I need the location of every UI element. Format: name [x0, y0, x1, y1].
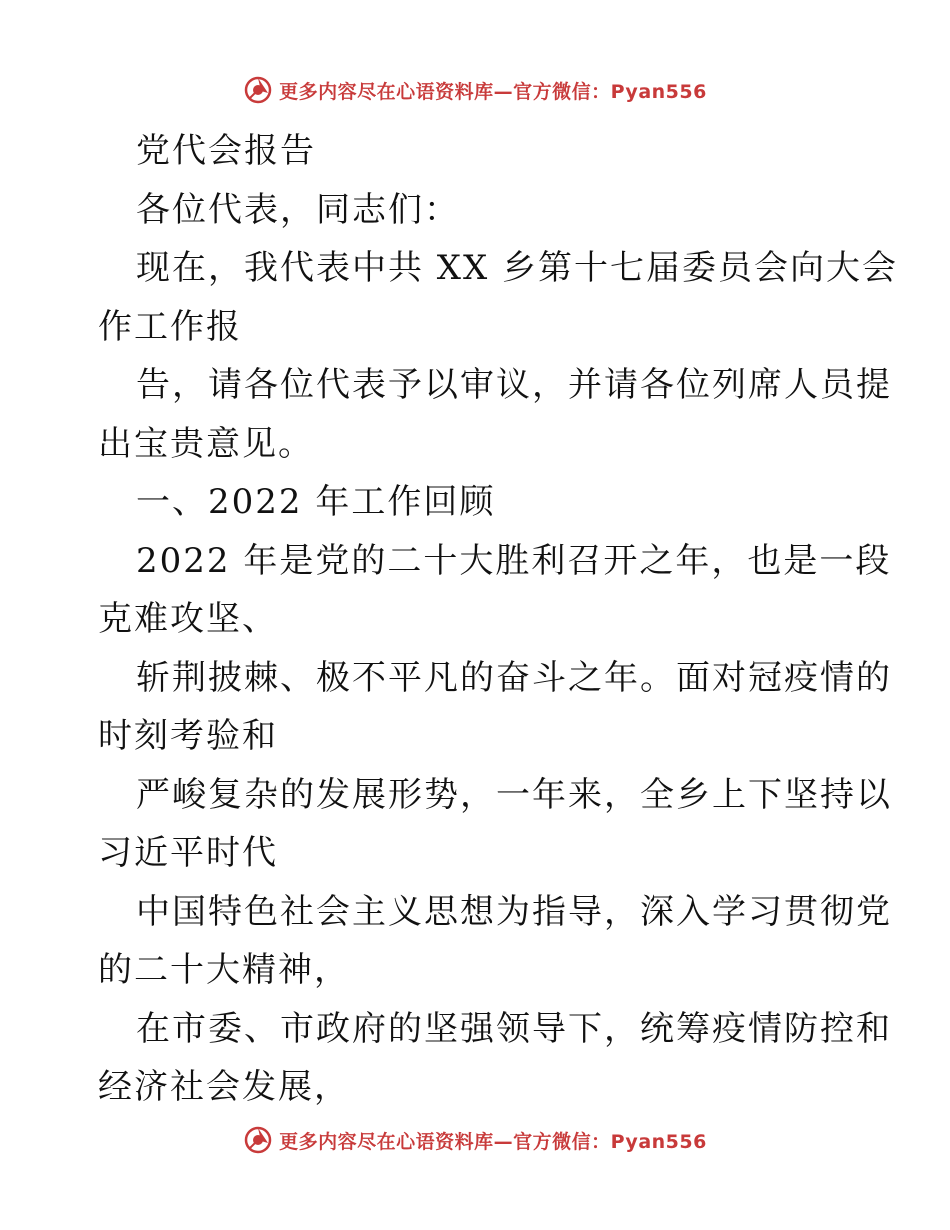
- brand-logo-icon: [243, 75, 273, 105]
- document-body: [98, 122, 899, 1117]
- text-line: 现在，我代表中共 XX 乡第十七届委员会向大会: [136, 248, 899, 288]
- text-line: 告，请各位代表予以审议，并请各位列席人员提: [136, 365, 892, 405]
- text-line: 作工作报: [98, 306, 242, 347]
- text-line: 党代会报告: [136, 131, 316, 171]
- text-line: 经济社会发展，: [98, 1067, 350, 1107]
- text-line: 中国特色社会主义思想为指导，深入学习贯彻党: [136, 891, 892, 932]
- brand-logo-icon: [243, 1125, 273, 1155]
- text-line: 一、2022 年工作回顾: [136, 482, 496, 522]
- footer-watermark: [0, 1120, 950, 1160]
- text-line: 在市委、市政府的坚强领导下，统筹疫情防控和: [136, 1008, 892, 1049]
- header-watermark: [0, 70, 950, 110]
- text-line: 出宝贵意见。: [98, 423, 314, 464]
- watermark-text: 更多内容尽在心语资料库—官方微信：Pyan556: [279, 80, 707, 103]
- text-line: 2022 年是党的二十大胜利召开之年，也是一段: [136, 540, 892, 581]
- text-line: 斩荆披棘、极不平凡的奋斗之年。面对冠疫情的: [136, 657, 892, 698]
- text-line: 严峻复杂的发展形势，一年来，全乡上下坚持以: [136, 774, 892, 815]
- text-line: 习近平时代: [98, 833, 278, 873]
- text-line: 时刻考验和: [98, 716, 278, 756]
- text-line: 各位代表，同志们：: [136, 189, 460, 230]
- text-line: 的二十大精神，: [98, 950, 350, 990]
- text-line: 克难攻坚、: [98, 599, 278, 639]
- watermark-text: 更多内容尽在心语资料库—官方微信：Pyan556: [279, 1130, 707, 1153]
